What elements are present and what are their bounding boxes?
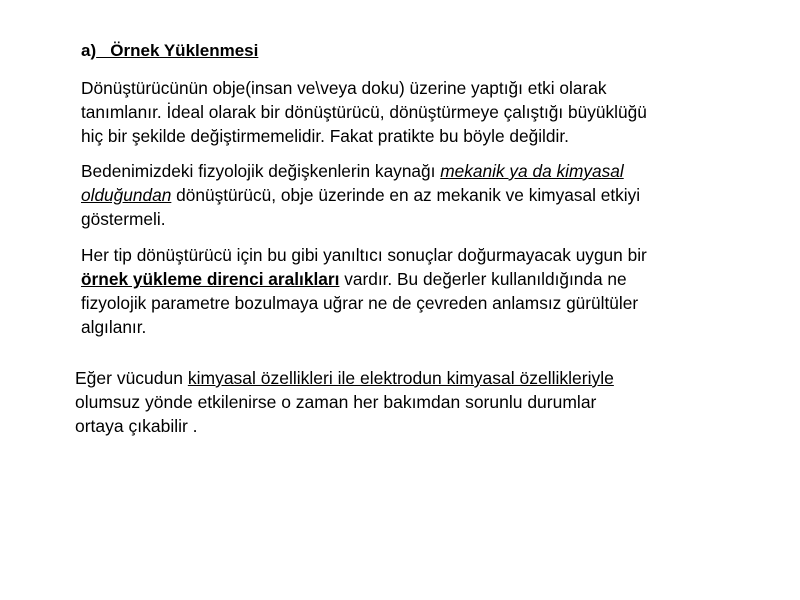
paragraph-line: fizyolojik parametre bozulmaya uğrar ne de çevreden anlamsız gürültüler: [81, 293, 639, 313]
paragraph-physiological-variables: [81, 159, 761, 231]
text-run: Eğer vücudun: [75, 368, 188, 388]
paragraph-line: hiç bir şekilde değiştirmemelidir. Fakat pratikte bu böyle değildir.: [81, 126, 569, 146]
paragraph-line: [81, 159, 761, 183]
heading-title: Örnek Yüklenmesi: [96, 41, 259, 60]
paragraph-line: algılanır.: [81, 317, 147, 337]
paragraph-line: göstermeli.: [81, 209, 166, 229]
text-run: Bedenimizdeki fizyolojik değişkenlerin kaynağı: [81, 161, 441, 181]
paragraph-line: tanımlanır. İdeal olarak bir dönüştürücü, dönüştürmeye çalıştığı büyüklüğü: [81, 102, 647, 122]
section-heading: [81, 40, 258, 62]
bold-underlined-text: örnek yükleme direnci aralıkları: [81, 269, 340, 289]
paragraph-line: [81, 183, 761, 207]
paragraph-line: Dönüştürücünün obje(insan ve\veya doku) üzerine yaptığı etki olarak: [81, 78, 607, 98]
text-run: dönüştürücü, obje üzerinde en az mekanik ve kimyasal etkiyi: [171, 185, 641, 205]
paragraph-chemical-properties: [75, 366, 755, 438]
paragraph-line: ortaya çıkabilir .: [75, 416, 198, 436]
paragraph-line: [81, 267, 761, 291]
heading-prefix: a): [81, 41, 97, 60]
emphasized-text: mekanik ya da kimyasal: [440, 161, 624, 181]
paragraph-line: [75, 366, 755, 390]
paragraph-definition: [81, 76, 761, 148]
paragraph-line: olumsuz yönde etkilenirse o zaman her bakımdan sorunlu durumlar: [75, 392, 597, 412]
emphasized-text: olduğundan: [81, 185, 172, 205]
underlined-text: kimyasal özellikleri ile elektrodun kimyasal özellikleriyle: [187, 368, 614, 388]
paragraph-load-resistance: [81, 243, 761, 339]
paragraph-line: Her tip dönüştürücü için bu gibi yanıltıcı sonuçlar doğurmayacak uygun bir: [81, 245, 647, 265]
text-run: vardır. Bu değerler kullanıldığında ne: [339, 269, 627, 289]
